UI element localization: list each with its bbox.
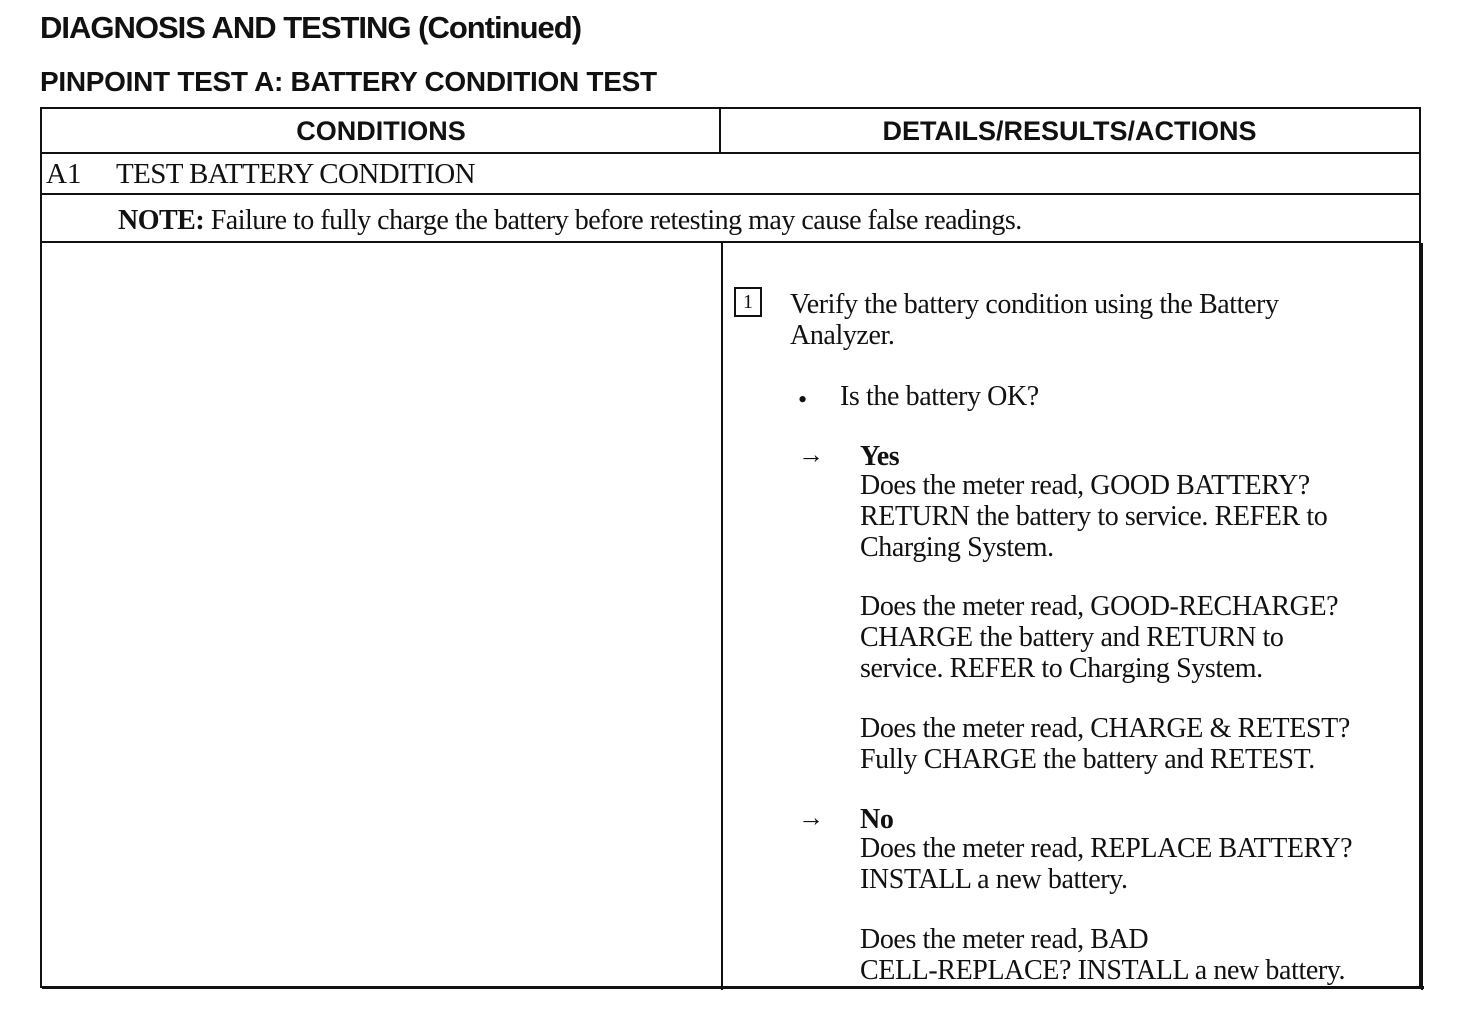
step-row [42,154,1419,195]
right-arrow-icon: → [798,440,824,469]
column-divider [721,243,723,990]
result-line: Fully CHARGE the battery and RETEST. [860,744,1315,775]
yes-result-block [860,713,1350,775]
result-line: CHARGE the battery and RETURN to [860,622,1284,653]
result-line: INSTALL a new battery. [860,864,1128,895]
note [118,205,1022,237]
yes-label: Yes [860,441,900,472]
result-line: Does the meter read, BAD [860,924,1149,955]
table-right-edge [1421,243,1423,990]
no-label: No [860,804,894,835]
page-title: DIAGNOSIS AND TESTING (Continued) [40,10,582,45]
no-result-block [860,924,1345,986]
bullet-icon: • [798,385,808,414]
result-line: Does the meter read, REPLACE BATTERY? [860,833,1353,864]
result-line: CELL-REPLACE? INSTALL a new battery. [860,955,1346,986]
question-text: Is the battery OK? [840,381,1039,412]
no-result-block [860,833,1352,895]
yes-result-block [860,470,1327,563]
conditions-column-header: CONDITIONS [296,116,466,146]
note-text: Failure to fully charge the battery before retesting may cause false readings. [204,205,1022,236]
result-line: Does the meter read, GOOD BATTERY? [860,470,1310,501]
step-number-box: 1 [734,287,762,317]
yes-result-block [860,591,1338,684]
table-bottom-border [42,986,1424,989]
step-id: A1 [46,158,82,190]
result-line: Does the meter read, GOOD-RECHARGE? [860,591,1339,622]
step-title: TEST BATTERY CONDITION [116,158,475,190]
result-line: service. REFER to Charging System. [860,653,1263,684]
right-arrow-icon: → [798,803,824,832]
table-header-row [42,109,1419,154]
actions-column-header: DETAILS/RESULTS/ACTIONS [882,116,1257,146]
result-line: RETURN the battery to service. REFER to [860,501,1328,532]
result-line: Charging System. [860,532,1054,563]
instruction-line: Verify the battery condition using the Battery [790,289,1279,320]
note-label: NOTE: [118,205,205,236]
pinpoint-test-table [40,107,1421,988]
pinpoint-test-title: PINPOINT TEST A: BATTERY CONDITION TEST [40,66,657,97]
instruction-line: Analyzer. [790,320,895,351]
result-line: Does the meter read, CHARGE & RETEST? [860,713,1350,744]
